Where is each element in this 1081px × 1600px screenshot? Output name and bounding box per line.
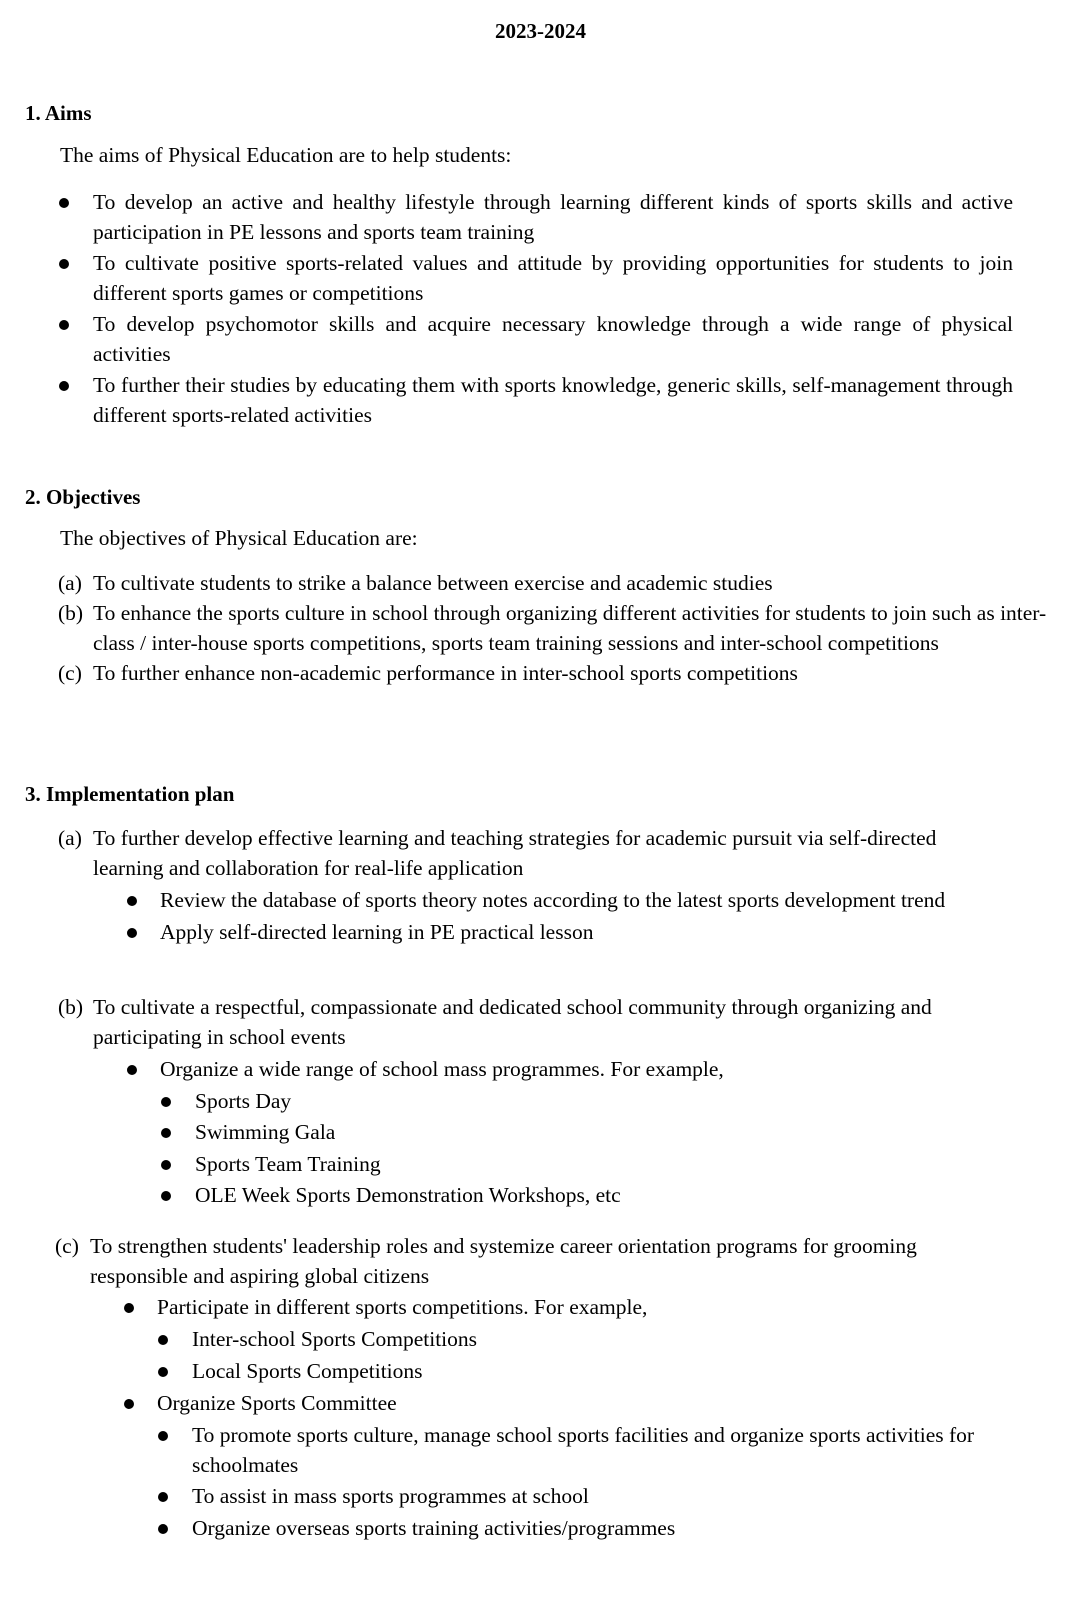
bullet-icon [158,1367,168,1377]
objective-label: (c) [58,661,82,685]
objective-item: To enhance the sports culture in school through organizing different activities for students to join such as inter-class / inter-house sports competitions, sports team training sessions and inter-school competitions [93,601,1047,655]
plan-label: (a) [58,826,82,850]
bullet-icon [127,896,137,906]
bullet-icon [158,1524,168,1534]
plan-c-subitem: Local Sports Competitions [192,1359,423,1383]
plan-a-bullet: Review the database of sports theory notes according to the latest sports development trend [160,888,946,912]
bullet-icon [124,1303,134,1313]
bullet-icon [127,928,137,938]
plan-item-b: To cultivate a respectful, compassionate and dedicated school community through organizing and participating in school events [93,995,932,1049]
document-year: 2023-2024 [495,19,586,43]
plan-b-subitem: Swimming Gala [195,1120,336,1144]
bullet-icon [158,1492,168,1502]
aims-intro: The aims of Physical Education are to help students: [60,143,512,167]
plan-c-subitem: Organize overseas sports training activities/programmes [192,1516,676,1540]
plan-c-subitem: Inter-school Sports Competitions [192,1327,478,1351]
aims-item: To develop an active and healthy lifestyle through learning different kinds of sports skills and active participation in PE lessons and sports team training [93,190,1013,244]
plan-item-a: To further develop effective learning and teaching strategies for academic pursuit via self-directed learning and collaboration for real-life application [93,826,937,880]
plan-b-subitem: OLE Week Sports Demonstration Workshops, etc [195,1183,621,1207]
bullet-icon [59,381,69,391]
plan-b-bullet: Organize a wide range of school mass programmes. For example, [160,1057,724,1081]
objective-label: (a) [58,571,82,595]
aims-item: To cultivate positive sports-related values and attitude by providing opportunities for students to join different sports games or competitions [93,251,1013,305]
objective-item: To further enhance non-academic performance in inter-school sports competitions [93,661,798,685]
bullet-icon [124,1399,134,1409]
bullet-icon [161,1128,171,1138]
plan-item-c: To strengthen students' leadership roles and systemize career orientation programs for grooming responsible and aspiring global citizens [90,1234,917,1288]
objective-label: (b) [58,601,84,625]
bullet-icon [59,198,69,208]
plan-c-subitem: To assist in mass sports programmes at school [192,1484,589,1508]
bullet-icon [59,259,69,269]
bullet-icon [59,320,69,330]
aims-heading: 1. Aims [25,101,92,125]
plan-b-subitem: Sports Team Training [195,1152,381,1176]
bullet-icon [158,1335,168,1345]
aims-item: To further their studies by educating them with sports knowledge, generic skills, self-management through different sports-related activities [93,373,1013,427]
plan-label: (c) [55,1234,79,1258]
plan-label: (b) [58,995,84,1019]
plan-c-bullet: Participate in different sports competitions. For example, [157,1295,648,1319]
bullet-icon [161,1097,171,1107]
objectives-intro: The objectives of Physical Education are: [60,526,418,550]
plan-a-bullet: Apply self-directed learning in PE practical lesson [160,920,594,944]
plan-c-subitem: To promote sports culture, manage school sports facilities and organize sports activities for schoolmates [192,1423,975,1477]
objective-item: To cultivate students to strike a balance between exercise and academic studies [93,571,773,595]
bullet-icon [161,1160,171,1170]
bullet-icon [158,1431,168,1441]
bullet-icon [161,1191,171,1201]
objectives-heading: 2. Objectives [25,485,141,509]
bullet-icon [127,1065,137,1075]
aims-item: To develop psychomotor skills and acquire necessary knowledge through a wide range of physical activities [93,312,1013,366]
plan-c-bullet: Organize Sports Committee [157,1391,397,1415]
plan-b-subitem: Sports Day [195,1089,292,1113]
plan-heading: 3. Implementation plan [25,782,235,806]
